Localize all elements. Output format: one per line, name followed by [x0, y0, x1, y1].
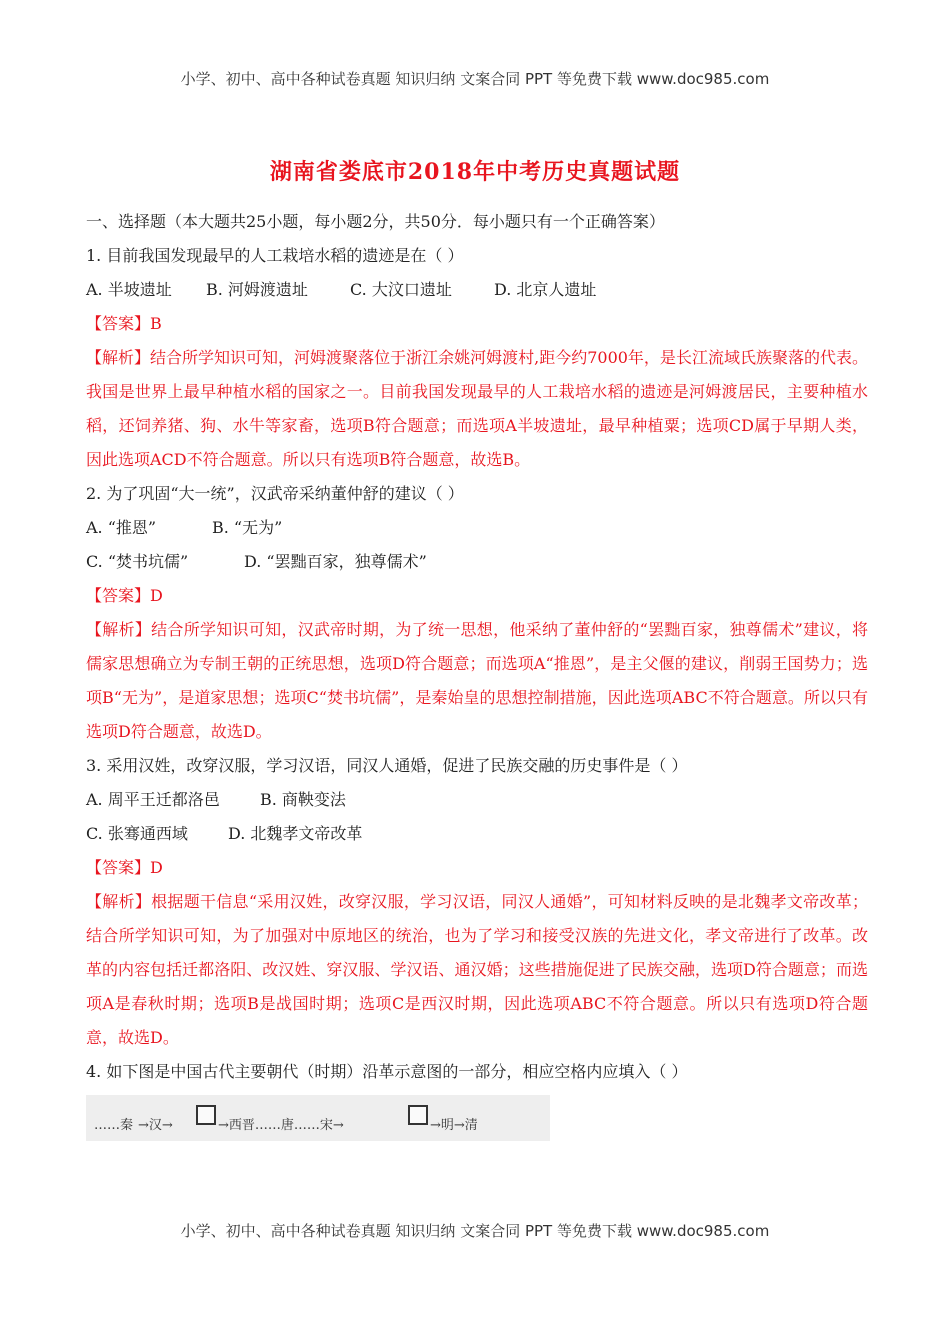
q3-explanation — [86, 885, 868, 1055]
q2-explanation — [86, 613, 868, 749]
q2-answer: 【答案】D — [86, 586, 163, 605]
exam-content — [86, 205, 868, 1141]
q3-explanation-text: 根据题干信息“采用汉姓，改穿汉服，学习汉语，同汉人通婚”，可知材料反映的是北魏孝文帝改革；结合所学知识可知，为了加强对中原地区的统治，也为了学习和接受汉族的先进文化，孝文帝进行了改革。改革的内容包括迁都洛阳、改汉姓、穿汉服、学汉语、通汉婚；这些措施促进了民族交融，选项D符合题意；而选项A是春秋时期；选项B是战国时期；选项C是西汉时期，因此选项ABC不符合题意。所以只有选项D符合题意，故选D。 — [86, 892, 868, 1047]
q1-explanation — [86, 341, 868, 477]
timeline-ming-qing: →明→清 — [430, 1118, 478, 1133]
dynasty-timeline-figure — [86, 1095, 550, 1141]
q3-explanation-label: 【解析】 — [86, 892, 152, 911]
timeline-xijin-tang-song: →西晋……唐……宋→ — [218, 1118, 344, 1133]
q3-option-b: B. 商鞅变法 — [260, 790, 346, 809]
timeline-qin: ……秦 — [94, 1118, 134, 1133]
q1-explanation-label: 【解析】 — [86, 348, 151, 367]
question-4-stem: 4. 如下图是中国古代主要朝代（时期）沿革示意图的一部分，相应空格内应填入（ ） — [86, 1062, 688, 1081]
section-heading: 一、选择题（本大题共25小题，每小题2分，共50分．每小题只有一个正确答案） — [86, 212, 665, 231]
q2-option-d: D. “罢黜百家，独尊儒术” — [244, 552, 427, 571]
timeline-han: →汉→ — [138, 1118, 173, 1133]
question-3-options-row-1 — [86, 783, 868, 817]
q1-option-b: B. 河姆渡遗址 — [206, 280, 308, 299]
q2-option-c: C. “焚书坑儒” — [86, 552, 189, 571]
q2-option-b: B. “无为” — [212, 518, 283, 537]
q1-answer: 【答案】B — [86, 314, 162, 333]
page-footer: 小学、初中、高中各种试卷真题 知识归纳 文案合同 PPT 等免费下载 www.doc985.com — [180, 1222, 770, 1240]
q1-option-a: A. 半坡遗址 — [86, 280, 172, 299]
question-3-stem: 3. 采用汉姓，改穿汉服，学习汉语，同汉人通婚，促进了民族交融的历史事件是（ ） — [86, 756, 688, 775]
q2-explanation-text: 结合所学知识可知，汉武帝时期，为了统一思想，他采纳了董仲舒的“罢黜百家，独尊儒术”建议，将儒家思想确立为专制王朝的正统思想，选项D符合题意；而选项A“推恩”，是主父偃的建议，削弱王国势力；选项B“无为”，是道家思想；选项C“焚书坑儒”，是秦始皇的思想控制措施，因此选项ABC不符合题意。所以只有选项D符合题意，故选D。 — [86, 620, 868, 741]
question-2-options-row-2 — [86, 545, 868, 579]
q3-option-a: A. 周平王迁都洛邑 — [86, 790, 220, 809]
timeline-blank-box-2 — [408, 1105, 428, 1125]
question-2-stem: 2. 为了巩固“大一统”，汉武帝采纳董仲舒的建议（ ） — [86, 484, 464, 503]
timeline-blank-box-1 — [196, 1105, 216, 1125]
q1-option-c: C. 大汶口遗址 — [350, 280, 452, 299]
q1-option-d: D. 北京人遗址 — [494, 280, 597, 299]
q2-explanation-label: 【解析】 — [86, 620, 152, 639]
page-title: 湖南省娄底市2018年中考历史真题试题 — [269, 159, 681, 185]
question-2-options-row-1 — [86, 511, 868, 545]
question-1-stem: 1. 目前我国发现最早的人工栽培水稻的遗迹是在（ ） — [86, 246, 464, 265]
q1-explanation-text: 结合所学知识可知，河姆渡聚落位于浙江余姚河姆渡村,距今约7000年，是长江流域氏族聚落的代表。我国是世界上最早种植水稻的国家之一。目前我国发现最早的人工栽培水稻的遗迹是河姆渡居民，主要种植水稻，还饲养猪、狗、水牛等家畜，选项B符合题意；而选项A半坡遗址，最早种植粟；选项CD属于早期人类，因此选项ACD不符合题意。所以只有选项B符合题意，故选B。 — [86, 348, 868, 469]
q3-option-d: D. 北魏孝文帝改革 — [228, 824, 363, 843]
question-1-options — [86, 273, 868, 307]
q3-option-c: C. 张骞通西域 — [86, 824, 188, 843]
q2-option-a: A. “推恩” — [86, 518, 157, 537]
page-header: 小学、初中、高中各种试卷真题 知识归纳 文案合同 PPT 等免费下载 www.doc985.com — [180, 70, 770, 88]
q3-answer: 【答案】D — [86, 858, 163, 877]
question-3-options-row-2 — [86, 817, 868, 851]
